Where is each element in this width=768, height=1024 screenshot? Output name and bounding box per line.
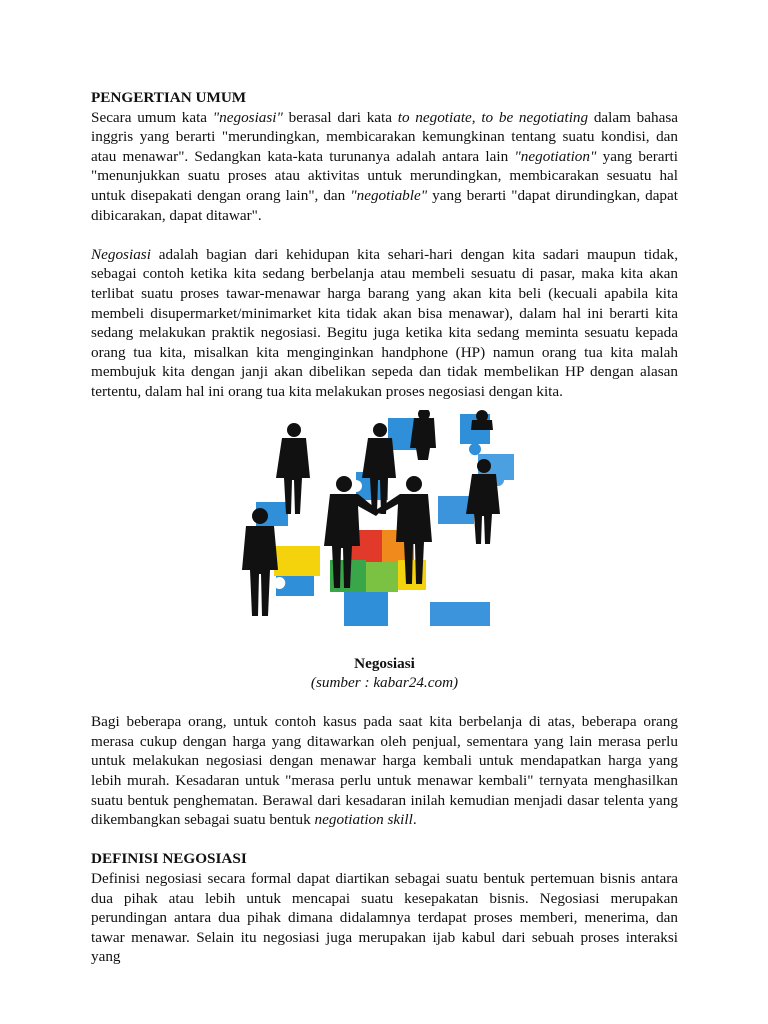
paragraph-negotiation-skill bbox=[91, 712, 678, 830]
figure-source: (sumber : kabar24.com) bbox=[310, 674, 459, 692]
italic-term: Negosiasi bbox=[91, 245, 151, 263]
text-run: yang berarti "dapat dirundingkan, dapat dibicarakan, dapat ditawar". bbox=[91, 186, 678, 224]
paragraph-formal-definition bbox=[91, 869, 678, 967]
puzzle-piece-blue bbox=[344, 592, 388, 626]
italic-term: "negotiation" bbox=[514, 147, 597, 165]
text-run: . bbox=[412, 811, 417, 829]
text-run: berasal dari kata bbox=[282, 108, 398, 126]
businessman-figure bbox=[276, 423, 310, 514]
puzzle-piece-yellow bbox=[274, 546, 320, 576]
negotiation-illustration bbox=[238, 410, 528, 650]
section-heading-definisi: DEFINISI NEGOSIASI bbox=[91, 850, 247, 868]
text-run: Definisi negosiasi secara formal dapat diartikan sebagai suatu bentuk pertemuan bisnis antara dua pihak atau lebih untuk mencapai suatu kesepakatan bisnis. Negosiasi merupakan perundingan antara dua pihak dimana didalamnya terdapat proses memberi, menerima, dan tawar menawar. Selain itu negosiasi juga merupakan ijab kabul dari sebuah proses interaksi yang bbox=[91, 870, 678, 966]
paragraph-definition-origin bbox=[91, 108, 678, 226]
italic-term: "negosiasi" bbox=[212, 108, 283, 126]
italic-term: to negotiate, to be negotiating bbox=[397, 108, 589, 126]
paragraph-negotiation-daily-life bbox=[91, 245, 678, 402]
text-run: Secara umum kata bbox=[91, 108, 213, 126]
figure-negotiation bbox=[91, 410, 678, 650]
text-run: Bagi beberapa orang, untuk contoh kasus pada saat kita berbelanja di atas, beberapa orang merasa cukup dengan harga yang ditawarkan oleh penjual, sementara yang lain merasa perlu untuk melakukan negosiasi dengan menawar harga kembali untuk mendapatkan harga yang lebih murah. Kesadaran untuk "merasa perlu untuk menawar kembali" ternyata menghasilkan suatu bentuk penghematan. Berawal dari kesadaran inilah kemudian menjadi dasar telenta yang dikembangkan sebagai suatu bentuk bbox=[91, 713, 678, 829]
document-page bbox=[91, 88, 678, 967]
businessman-figure bbox=[410, 410, 436, 460]
text-run: dalam bahasa inggris yang berarti "merundingkan, membicarakan kemungkinan tentang suatu kondisi, dan atau menawar". Sedangkan kata-kata turunanya adalah antara lain bbox=[91, 108, 678, 165]
section-heading-pengertian: PENGERTIAN UMUM bbox=[91, 89, 247, 106]
italic-term: negotiation skill bbox=[314, 811, 413, 829]
businessman-figure bbox=[471, 410, 493, 430]
text-run: yang berarti "menunjukkan suatu proses atau aktivitas untuk merundingkan, membicarakan sesuatu hal untuk disepakati dengan orang lain", dan bbox=[91, 147, 678, 204]
italic-term: "negotiable" bbox=[350, 186, 428, 204]
puzzle-piece-blue bbox=[430, 602, 490, 626]
puzzle-piece-green bbox=[366, 562, 398, 592]
text-run: adalah bagian dari kehidupan kita sehari-hari dengan kita sadari maupun tidak, sebagai contoh ketika kita sedang berbelanja atau membeli sesuatu di pasar, maka kita akan terlibat suatu proses tawar-menawar harga barang yang akan kita beli (kecuali apabila kita membeli disupermarket/minimarket kita tidak akan bisa menawar), dalam hal ini berarti kita sedang melakukan praktik negosiasi. Begitu juga ketika kita sedang meminta sesuatu kepada orang tua kita, misalkan kita menginginkan handphone (HP) namun orang tua kita malah membujuk kita dengan janji akan dibelikan sepeda dan tidak membelikan HP dengan alasan tertentu, dalam hal ini orang tua kita melakukan proses negosiasi dengan kita. bbox=[91, 245, 678, 400]
figure-caption: Negosiasi bbox=[354, 654, 415, 672]
